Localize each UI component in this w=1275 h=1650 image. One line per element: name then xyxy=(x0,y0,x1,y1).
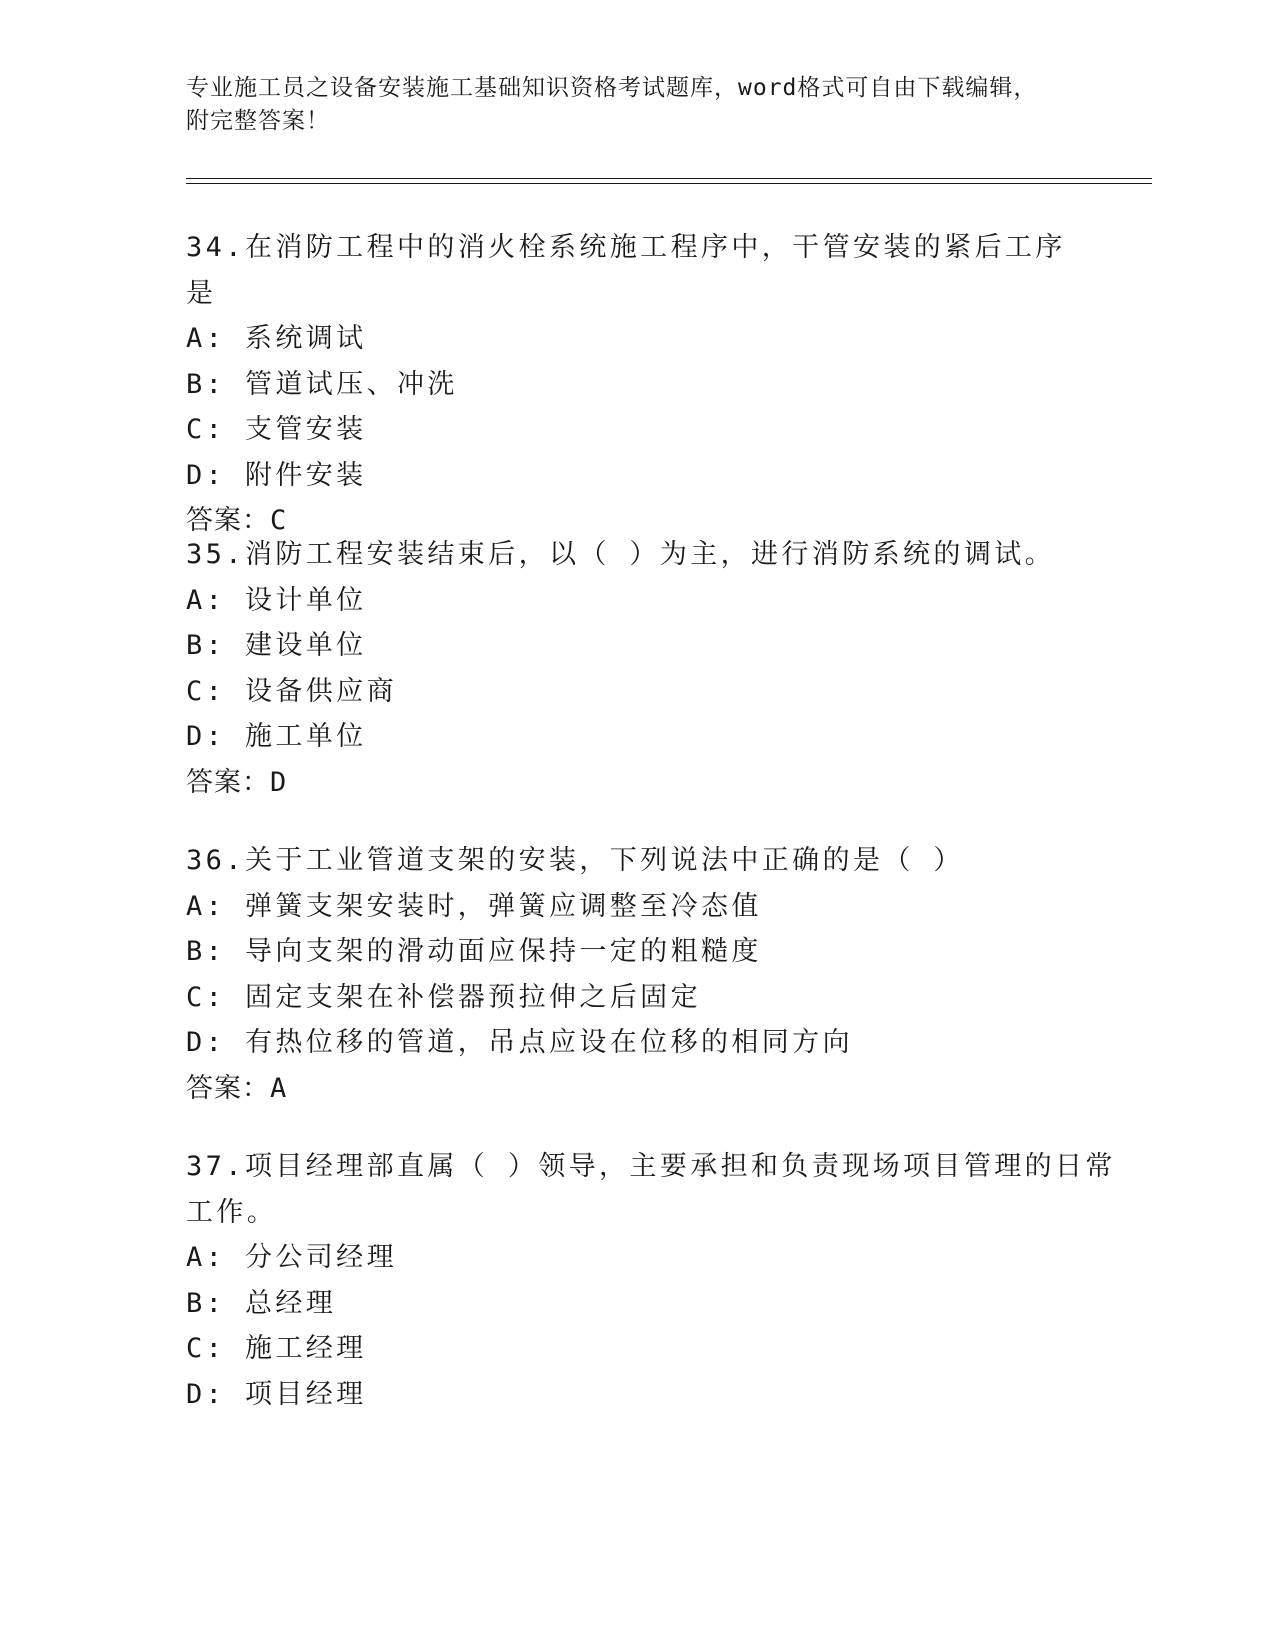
option-d: D: 附件安装 xyxy=(186,459,367,491)
question-37 xyxy=(186,1144,1116,1417)
option-a: A: 弹簧支架安装时，弹簧应调整至冷态值 xyxy=(186,890,762,922)
question-stem: 36.关于工业管道支架的安装，下列说法中正确的是（ ） xyxy=(186,845,964,876)
option-b: B: 导向支架的滑动面应保持一定的粗糙度 xyxy=(186,936,762,967)
question-35 xyxy=(186,532,1086,805)
header-divider-bottom xyxy=(186,183,1152,184)
question-36 xyxy=(186,838,1086,1111)
answer xyxy=(186,760,1086,806)
answer-label: 答案： xyxy=(186,1072,270,1104)
option-c: C: 设备供应商 xyxy=(186,675,397,707)
question-stem: 34.在消防工程中的消火栓系统施工程序中，干管安装的紧后工序是 xyxy=(186,232,1066,309)
question-stem-line-2: 工作。 xyxy=(186,1196,278,1228)
option-d: D: 项目经理 xyxy=(186,1378,367,1410)
option-a: A: 分公司经理 xyxy=(186,1242,397,1273)
question-34 xyxy=(186,225,1086,544)
option-a: A: 系统调试 xyxy=(186,323,367,354)
option-c: C: 支管安装 xyxy=(186,414,367,445)
document-header xyxy=(186,72,1086,138)
option-b: B: 总经理 xyxy=(186,1287,337,1319)
answer-label: 答案： xyxy=(186,505,270,536)
header-divider-top xyxy=(186,178,1152,179)
answer-value: C xyxy=(270,505,288,536)
option-c: C: 固定支架在补偿器预拉伸之后固定 xyxy=(186,981,701,1013)
header-line-1: 专业施工员之设备安装施工基础知识资格考试题库，word格式可自由下载编辑， xyxy=(186,75,1038,101)
option-b: B: 管道试压、冲洗 xyxy=(186,368,458,400)
question-stem-line-1: 37.项目经理部直属（ ）领导，主要承担和负责现场项目管理的日常 xyxy=(186,1151,1116,1182)
question-stem: 35.消防工程安装结束后，以（ ）为主，进行消防系统的调试。 xyxy=(186,539,1056,570)
option-d: D: 施工单位 xyxy=(186,721,367,752)
option-b: B: 建设单位 xyxy=(186,630,367,661)
header-line-2: 附完整答案！ xyxy=(186,108,330,134)
answer xyxy=(186,1066,1086,1112)
answer-value: D xyxy=(270,766,288,798)
answer-label: 答案： xyxy=(186,766,270,798)
option-c: C: 施工经理 xyxy=(186,1333,367,1364)
answer-value: A xyxy=(270,1072,288,1104)
option-a: A: 设计单位 xyxy=(186,584,367,616)
option-d: D: 有热位移的管道，吊点应设在位移的相同方向 xyxy=(186,1027,853,1058)
